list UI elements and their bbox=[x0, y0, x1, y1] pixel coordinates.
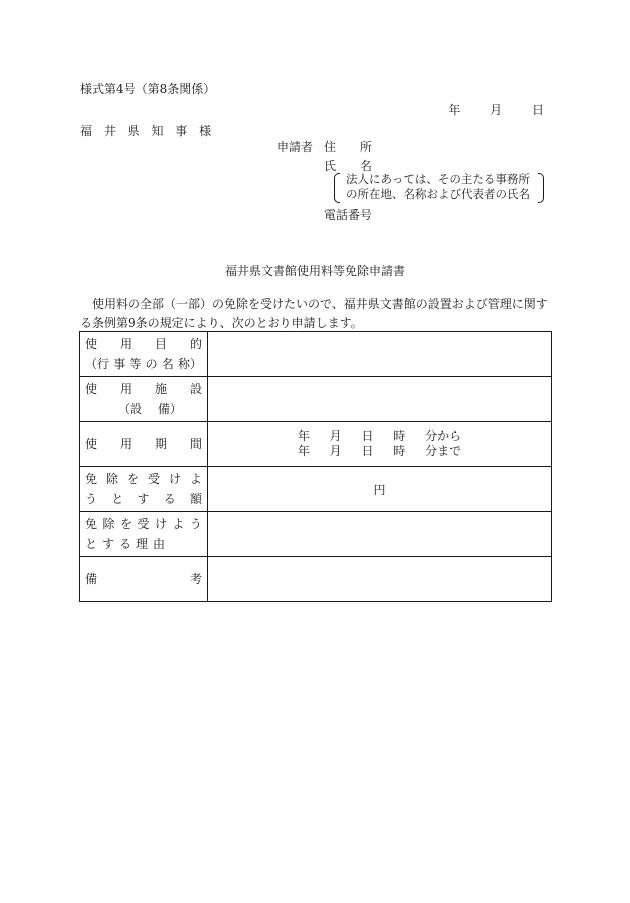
remarks-label-cell bbox=[80, 557, 208, 602]
period-label: 使 用 期 間 bbox=[85, 437, 202, 451]
document-title: 福井県文書館使用料等免除申請書 bbox=[224, 264, 405, 278]
reason-label-2: とする理由 bbox=[85, 537, 171, 551]
purpose-label: 使 用 目 的 bbox=[85, 337, 202, 351]
facility-label: 使 用 施 設 bbox=[85, 382, 202, 396]
amount-label-2: う と す る 額 bbox=[85, 492, 202, 506]
purpose-label-cell bbox=[80, 332, 208, 377]
date-line: 年 月 日 bbox=[448, 103, 544, 117]
amount-label-1: 免 除 を 受 け よ bbox=[85, 472, 202, 486]
address-label: 住 所 bbox=[324, 140, 372, 154]
period-value[interactable] bbox=[208, 422, 552, 467]
purpose-value[interactable] bbox=[208, 332, 552, 377]
facility-label-cell bbox=[80, 377, 208, 422]
remarks-value[interactable] bbox=[208, 557, 552, 602]
reason-value[interactable] bbox=[208, 512, 552, 557]
amount-label-cell bbox=[80, 467, 208, 512]
purpose-sublabel: （行 事 等 の 名 称） bbox=[85, 357, 202, 371]
row-reason bbox=[80, 512, 552, 557]
corporate-note bbox=[334, 172, 544, 202]
phone-label: 電話番号 bbox=[324, 208, 373, 222]
reason-label-cell bbox=[80, 512, 208, 557]
facility-sublabel: （設 備） bbox=[118, 402, 182, 416]
row-remarks bbox=[80, 557, 552, 602]
applicant-label: 申請者 bbox=[277, 140, 314, 154]
addressee: 福 井 県 知 事 様 bbox=[80, 124, 216, 138]
period-to: 年 月 日 時 分まで bbox=[297, 444, 462, 458]
remarks-label: 備 考 bbox=[85, 572, 202, 586]
row-period bbox=[80, 422, 552, 467]
row-purpose bbox=[80, 332, 552, 377]
amount-value[interactable] bbox=[208, 467, 552, 512]
facility-value[interactable] bbox=[208, 377, 552, 422]
row-facility bbox=[80, 377, 552, 422]
application-table bbox=[79, 331, 552, 602]
form-number: 様式第4号（第8条関係） bbox=[80, 82, 216, 96]
corporate-note-line-2: の所在地、名称および代表者の氏名 bbox=[346, 187, 530, 201]
period-from: 年 月 日 時 分から bbox=[297, 429, 462, 443]
period-label-cell bbox=[80, 422, 208, 467]
corporate-note-line-1: 法人にあっては、その主たる事務所 bbox=[346, 172, 530, 186]
yen-unit: 円 bbox=[373, 482, 386, 497]
row-amount bbox=[80, 467, 552, 512]
name-label: 氏 名 bbox=[324, 159, 372, 173]
body-text: 使用料の全部（一部）の免除を受けたいので、福井県文書館の設置および管理に関する条例第9条の規定により、次のとおり申請します。 bbox=[80, 297, 548, 330]
reason-label-1: 免 除 を 受 け よ う bbox=[85, 517, 202, 531]
